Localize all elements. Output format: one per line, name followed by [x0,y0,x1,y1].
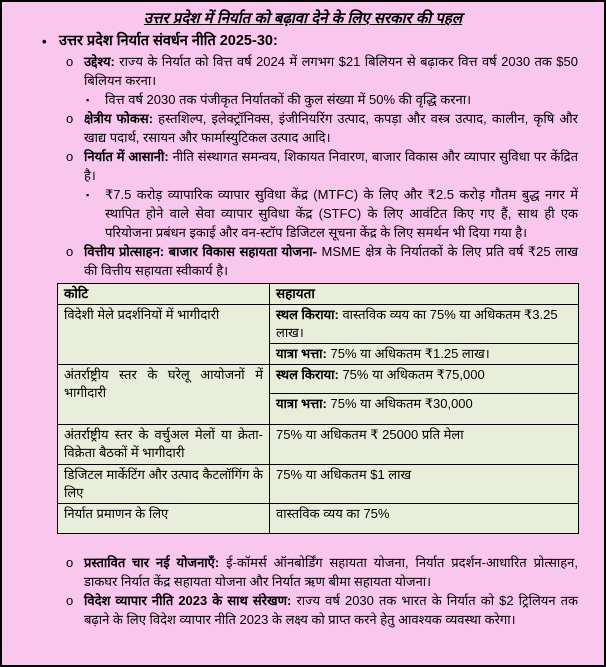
circle-bullet-icon: o [66,555,74,570]
objective-label: उद्देश्य: [84,54,115,69]
table-cell-category: अंतर्राष्ट्रीय स्तर के वर्चुअल मेलों या क्रेता-विक्रेता बैठकों में भागीदारी [58,425,270,465]
bullet-ease-of-export-sub [84,185,578,242]
table-cell-aid: 75% या अधिकतम $1 लाख [270,465,579,504]
ease-of-export-sub-text: ₹7.5 करोड़ व्यापारिक व्यापार सुविधा केंद्र (MTFC) के लिए और ₹2.5 करोड़ गौतम बुद्ध नगर में स्थापित होने वाले सेवा व्यापार सुविधा केंद्र (STFC) के लिए आवंटित किए गए हैं, साथ ही एक परियोजना प्रबंधन इकाई और वन-स्टॉप डिजिटल सूचना केंद्र के लिए समर्थन भी दिया गया है। [105,187,578,240]
sector-focus-text: हस्तशिल्प, इलेक्ट्रॉनिक्स, इंजीनियरिंग उत्पाद, कपड़ा और वस्त्र उत्पाद, कालीन, कृषि और खाद्य पदार्थ, रसायन और फार्मास्युटिकल उत्पाद आदि। [84,111,578,145]
aid-text: 75% या अधिकतम ₹30,000 [330,396,473,411]
square-bullet-icon: ▪ [86,190,90,200]
aid-label: यात्रा भत्ता: [276,396,327,411]
table-cell-aid [270,365,579,394]
financial-incentive-text: MSME क्षेत्र के निर्यातकों के लिए प्रति वर्ष ₹25 लाख की वित्तीय सहायता स्वीकार्य है। [84,244,578,278]
circle-bullet-icon: o [66,244,74,259]
circle-bullet-icon: o [66,54,74,69]
circle-bullet-icon: o [66,111,74,126]
aid-label: स्थल किराया: [276,367,339,382]
ease-of-export-label: निर्यात में आसानी: [84,149,169,164]
policy-heading [38,31,578,52]
objective-sub-text: वित्त वर्ष 2030 तक पंजीकृत निर्यातकों की कुल संख्या में 50% की वृद्धि करना। [105,92,472,107]
bullet-ease-of-export [59,147,578,185]
ease-of-export-text: नीति संस्थागत समन्वय, शिकायत निवारण, बाजार विकास और व्यापार सुविधा पर केंद्रित है। [84,149,578,183]
table-header-aid: सहायता [270,284,579,305]
table-cell-category: निर्यात प्रमाणन के लिए [58,504,270,534]
aid-label: यात्रा भत्ता: [276,346,327,361]
bullet-proposed-schemes [59,553,578,591]
ftp-alignment-text: राज्य वर्ष 2030 तक भारत के निर्यात को $2 ट्रिलियन तक बढ़ाने के लिए विदेश व्यापार नीति 2023 के लक्ष्य को प्राप्त करने हेतु आवश्यक व्यवस्था करेगा। [84,593,578,627]
proposed-schemes-text: ई-कॉमर्स ऑनबोर्डिंग सहायता योजना, निर्यात प्रदर्शन-आधारित प्रोत्साहन, डाकघर निर्यात केंद्र सहायता योजना और निर्यात ऋण बीमा सहायता योजना। [84,555,578,589]
table-cell-aid: वास्तविक व्यय का 75% [270,504,579,534]
table-row [58,425,579,465]
table-row [58,465,579,504]
assistance-table [57,283,579,534]
page-title: उत्तर प्रदेश में निर्यात को बढ़ावा देने के लिए सरकार की पहल [143,10,463,27]
objective-text: राज्य के निर्यात को वित्त वर्ष 2024 में लगभग $21 बिलियन से बढ़ाकर वित्त वर्ष 2030 तक $50 बिलियन करना। [84,54,578,88]
sector-focus-label: क्षेत्रीय फोकस: [84,111,154,126]
circle-bullet-icon: o [66,593,74,608]
table-cell-aid [270,344,579,365]
aid-label: स्थल किराया: [276,307,339,322]
bullet-financial-incentive [59,242,578,280]
policy-heading-label: उत्तर प्रदेश निर्यात संवर्धन नीति 2025-30: [59,33,278,49]
table-row [58,305,579,344]
table-cell-aid [270,394,579,425]
table-row [58,365,579,394]
financial-incentive-label: वित्तीय प्रोत्साहन: बाजार विकास सहायता योजना- [84,244,317,259]
bullet-ftp-alignment [59,591,578,629]
table-cell-aid [270,305,579,344]
aid-text: 75% या अधिकतम ₹75,000 [342,367,485,382]
bullet-sector-focus [59,109,578,147]
disc-bullet-icon: • [42,34,47,49]
aid-text: वास्तविक व्यय का 75% या अधिकतम ₹3.25 लाख। [276,307,558,340]
table-header-row [58,284,579,305]
table-cell-category: डिजिटल मार्केटिंग और उत्पाद कैटलॉगिंग के लिए [58,465,270,504]
bullet-objective [59,52,578,90]
table-row [58,504,579,534]
bullet-objective-sub [84,90,578,109]
aid-text: 75% या अधिकतम ₹1.25 लाख। [330,346,490,361]
table-cell-category: विदेशी मेले प्रदर्शनियों में भागीदारी [58,305,270,365]
proposed-schemes-label: प्रस्तावित चार नई योजनाएँ: [84,555,220,570]
square-bullet-icon: ▪ [86,95,90,105]
table-header-category: कोटि [58,284,270,305]
table-cell-aid: 75% या अधिकतम ₹ 25000 प्रति मेला [270,425,579,465]
table-cell-category: अंतर्राष्ट्रीय स्तर के घरेलू आयोजनों में भागीदारी [58,365,270,425]
circle-bullet-icon: o [66,149,74,164]
ftp-alignment-label: विदेश व्यापार नीति 2023 के साथ संरेखण: [84,593,292,608]
